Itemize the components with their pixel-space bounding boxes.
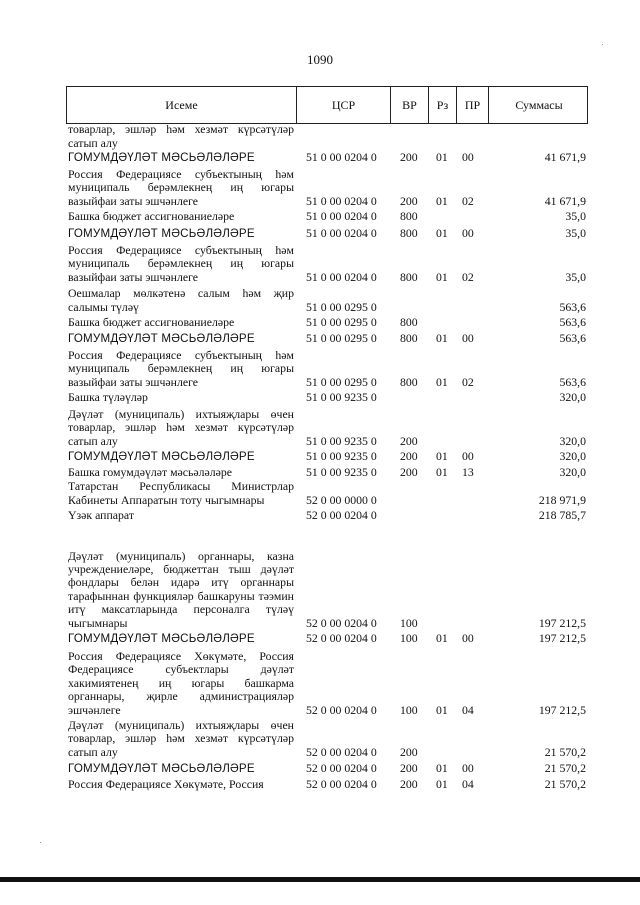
row-sum: 320,0 (559, 434, 586, 448)
row-rz: 01 (436, 375, 448, 389)
row-pr: 00 (462, 761, 474, 775)
row-rz: 01 (436, 194, 448, 208)
row-rz: 01 (436, 150, 448, 164)
row-rz: 01 (436, 631, 448, 645)
row-name: ГОМУМДӘҮЛӘТ МӘСЬӘЛӘЛӘРЕ (68, 449, 255, 463)
row-vr: 800 (400, 226, 418, 240)
table-row (66, 630, 588, 645)
row-sum: 41 671,9 (544, 194, 586, 208)
row-vr: 800 (400, 315, 418, 329)
row-sum: 21 570,2 (544, 761, 586, 775)
scan-speck (40, 842, 41, 843)
row-sum: 218 971,9 (538, 493, 586, 507)
row-name: Дәүләт (муниципаль) ихтыяҗлары өчен товарлар, эшләр һәм хезмәт күрсәтүләр сатып алу (68, 717, 294, 759)
row-name: Россия Федерациясе субъектының һәм муниципаль берәмлекнең иң югары вазыйфаи заты эшчәнлеге (68, 347, 294, 389)
row-sum: 21 570,2 (544, 777, 586, 791)
row-csr: 52 0 00 0000 0 (306, 493, 377, 507)
row-csr: 51 0 00 0295 0 (306, 331, 377, 345)
row-name: Россия Федерациясе субъектының һәм муниципаль берәмлекнең иң югары вазыйфаи заты эшчәнлеге (68, 166, 294, 208)
row-name: Оешмалар мөлкәтенә салым һәм җир салымы түләү (68, 286, 294, 314)
row-csr: 52 0 00 0204 0 (306, 761, 377, 775)
row-pr: 13 (462, 465, 474, 479)
row-rz: 01 (436, 226, 448, 240)
row-name: Дәүләт (муниципаль) органнары, казна учреждениеләре, бюджеттан тыш дәүләт фондлары белән идарә итү органнары тарафыннан функцияләр башкаруны тәэмин итү максатларында персоналга түләү чыгымнары (68, 548, 294, 630)
row-pr: 00 (462, 449, 474, 463)
row-sum: 35,0 (565, 209, 586, 223)
table-row (66, 240, 588, 284)
table-row (66, 404, 588, 448)
row-name: ГОМУМДӘҮЛӘТ МӘСЬӘЛӘЛӘРЕ (68, 631, 255, 645)
row-pr: 04 (462, 777, 474, 791)
row-sum: 320,0 (559, 449, 586, 463)
table-row (66, 314, 588, 329)
row-vr: 100 (400, 631, 418, 645)
row-csr: 52 0 00 0204 0 (306, 508, 377, 522)
row-csr: 52 0 00 0204 0 (306, 616, 377, 630)
row-name: ГОМУМДӘҮЛӘТ МӘСЬӘЛӘЛӘРЕ (68, 150, 255, 164)
row-sum: 218 785,7 (538, 508, 586, 522)
row-sum: 21 570,2 (544, 745, 586, 759)
row-name: Башка бюджет ассигнованиеләре (68, 208, 235, 223)
row-rz: 01 (436, 761, 448, 775)
table-row (66, 208, 588, 223)
row-rz: 01 (436, 465, 448, 479)
header-vr: ВР (391, 87, 429, 123)
table-row (66, 522, 588, 630)
row-name: Россия Федерациясе Хөкүмәте, Россия Федерациясе субъектлары дәүләт хакимиятенең иң югары башкарма органнары, җирле администрацияләр эшчәнлеге (68, 648, 294, 717)
row-sum: 563,6 (559, 315, 586, 329)
table-header (66, 86, 588, 124)
row-csr: 51 0 00 9235 0 (306, 465, 377, 479)
row-pr: 00 (462, 631, 474, 645)
row-csr: 52 0 00 0204 0 (306, 631, 377, 645)
row-csr: 51 0 00 0295 0 (306, 300, 377, 314)
row-vr: 200 (400, 150, 418, 164)
row-rz: 01 (436, 777, 448, 791)
row-pr: 02 (462, 375, 474, 389)
row-name: товарлар, эшләр һәм хезмәт күрсәтүләр сатып алу (68, 122, 294, 150)
row-csr: 51 0 00 0204 0 (306, 270, 377, 284)
header-csr: ЦСР (297, 87, 391, 123)
row-name: Башка гомумдәүләт мәсьәләләре (68, 464, 233, 479)
row-csr: 52 0 00 0204 0 (306, 703, 377, 717)
page-number: 1090 (307, 52, 333, 67)
row-sum: 35,0 (565, 226, 586, 240)
scan-speck (602, 44, 603, 45)
row-sum: 563,6 (559, 300, 586, 314)
row-vr: 200 (400, 761, 418, 775)
row-sum: 35,0 (565, 270, 586, 284)
table-row (66, 645, 588, 717)
table-row (66, 164, 588, 208)
row-csr: 51 0 00 0204 0 (306, 150, 377, 164)
row-csr: 51 0 00 0204 0 (306, 194, 377, 208)
table-row (66, 223, 588, 240)
row-rz: 01 (436, 270, 448, 284)
table-body (66, 124, 588, 791)
table-row (66, 717, 588, 759)
row-vr: 100 (400, 616, 418, 630)
row-csr: 51 0 00 0295 0 (306, 315, 377, 329)
table-row (66, 124, 588, 150)
table-row (66, 775, 588, 791)
row-pr: 00 (462, 226, 474, 240)
row-vr: 200 (400, 434, 418, 448)
row-vr: 100 (400, 703, 418, 717)
row-vr: 200 (400, 194, 418, 208)
row-name: Татарстан Республикасы Министрлар Кабинеты Аппаратын тоту чыгымнары (68, 479, 294, 507)
row-rz: 01 (436, 449, 448, 463)
row-sum: 320,0 (559, 465, 586, 479)
row-csr: 51 0 00 0204 0 (306, 226, 377, 240)
row-vr: 800 (400, 270, 418, 284)
header-pr: ПР (457, 87, 489, 123)
table-row (66, 448, 588, 463)
table-row (66, 284, 588, 314)
row-vr: 800 (400, 331, 418, 345)
row-csr: 52 0 00 0204 0 (306, 745, 377, 759)
header-rz: Рз (429, 87, 457, 123)
row-vr: 800 (400, 209, 418, 223)
table-row (66, 463, 588, 479)
row-rz: 01 (436, 331, 448, 345)
row-csr: 51 0 00 0204 0 (306, 209, 377, 223)
header-sum: Суммасы (515, 98, 563, 112)
table-row (66, 479, 588, 507)
table-row (66, 345, 588, 389)
row-vr: 200 (400, 465, 418, 479)
row-vr: 200 (400, 777, 418, 791)
row-csr: 51 0 00 9235 0 (306, 449, 377, 463)
row-name: Россия Федерациясе субъектының һәм муниципаль берәмлекнең иң югары вазыйфаи заты эшчәнлеге (68, 242, 294, 284)
row-name: Дәүләт (муниципаль) ихтыяҗлары өчен товарлар, эшләр һәм хезмәт күрсәтүләр сатып алу (68, 406, 294, 448)
table-row (66, 507, 588, 522)
table-row (66, 150, 588, 164)
row-sum: 41 671,9 (544, 150, 586, 164)
row-pr: 02 (462, 194, 474, 208)
row-csr: 51 0 00 9235 0 (306, 434, 377, 448)
row-name: ГОМУМДӘҮЛӘТ МӘСЬӘЛӘЛӘРЕ (68, 761, 255, 775)
row-csr: 51 0 00 0295 0 (306, 375, 377, 389)
row-pr: 02 (462, 270, 474, 284)
row-name: Үзәк аппарат (68, 507, 135, 522)
table-row (66, 759, 588, 775)
row-sum: 197 212,5 (538, 703, 586, 717)
bottom-rule (0, 877, 640, 882)
row-name: ГОМУМДӘҮЛӘТ МӘСЬӘЛӘЛӘРЕ (68, 331, 255, 345)
row-csr: 52 0 00 0204 0 (306, 777, 377, 791)
row-name: Россия Федерациясе Хөкүмәте, Россия (68, 776, 264, 791)
row-name: ГОМУМДӘҮЛӘТ МӘСЬӘЛӘЛӘРЕ (68, 226, 255, 240)
row-vr: 200 (400, 745, 418, 759)
row-sum: 197 212,5 (538, 616, 586, 630)
row-sum: 563,6 (559, 375, 586, 389)
row-name: Башка түләүләр (68, 389, 148, 404)
row-pr: 00 (462, 150, 474, 164)
row-vr: 800 (400, 375, 418, 389)
row-name: Башка бюджет ассигнованиеләре (68, 314, 235, 329)
row-vr: 200 (400, 449, 418, 463)
table-row (66, 329, 588, 345)
row-rz: 01 (436, 703, 448, 717)
table-row (66, 389, 588, 404)
row-sum: 563,6 (559, 331, 586, 345)
row-pr: 00 (462, 331, 474, 345)
row-sum: 320,0 (559, 390, 586, 404)
row-pr: 04 (462, 703, 474, 717)
row-sum: 197 212,5 (538, 631, 586, 645)
row-csr: 51 0 00 9235 0 (306, 390, 377, 404)
header-name: Исеме (67, 87, 297, 123)
